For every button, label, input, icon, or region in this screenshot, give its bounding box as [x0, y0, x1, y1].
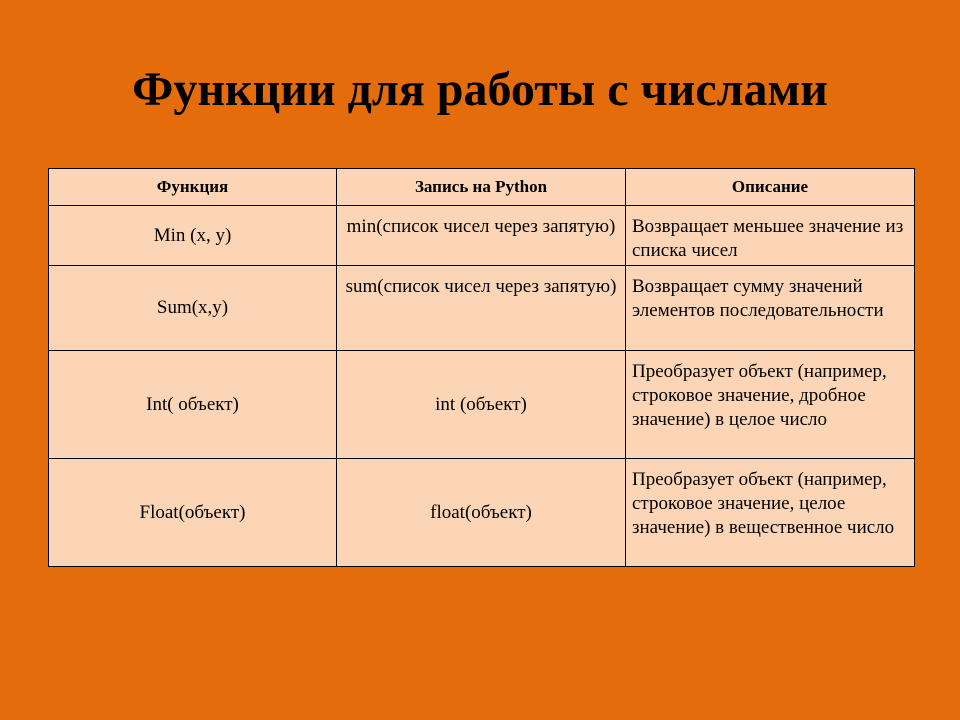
cell-python: int (объект) — [337, 351, 626, 459]
header-description: Описание — [626, 169, 915, 206]
table-row — [49, 351, 915, 459]
cell-description: Преобразует объект (например, строковое значение, дробное значение) в целое число — [626, 351, 915, 459]
cell-python: min(список чисел через запятую) — [337, 206, 626, 266]
cell-python: float(объект) — [337, 459, 626, 567]
cell-function: Min (x, y) — [49, 206, 337, 266]
cell-description: Возвращает меньшее значение из списка чисел — [626, 206, 915, 266]
cell-description: Возвращает сумму значений элементов последовательности — [626, 266, 915, 351]
table-row — [49, 459, 915, 567]
table-header-row — [49, 169, 915, 206]
slide-title: Функции для работы с числами — [132, 63, 828, 116]
header-function: Функция — [49, 169, 337, 206]
cell-python: sum(список чисел через запятую) — [337, 266, 626, 351]
header-python: Запись на Python — [337, 169, 626, 206]
functions-table-container — [48, 168, 914, 567]
cell-description: Преобразует объект (например, строковое значение, целое значение) в вещественное число — [626, 459, 915, 567]
cell-function: Sum(x,y) — [49, 266, 337, 351]
cell-function: Int( объект) — [49, 351, 337, 459]
table-row — [49, 266, 915, 351]
table-row — [49, 206, 915, 266]
functions-table — [48, 168, 915, 567]
cell-function: Float(объект) — [49, 459, 337, 567]
